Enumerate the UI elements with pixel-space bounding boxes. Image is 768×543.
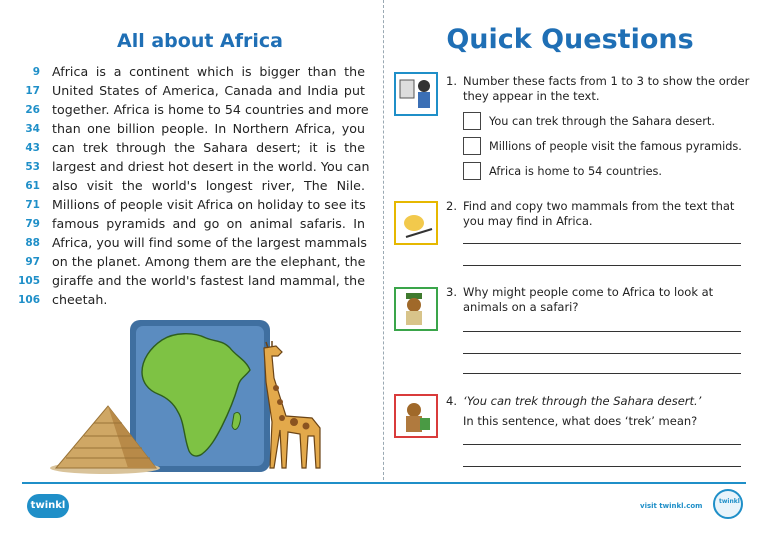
answer-line[interactable] — [463, 243, 741, 244]
explorer-thumbnail-icon — [394, 394, 438, 438]
passage-title: All about Africa — [117, 30, 283, 52]
question-text: In this sentence, what does ‘trek’ mean? — [463, 414, 698, 428]
line-text: on the planet. Among them are the elephant, the — [52, 254, 366, 269]
passage-line — [14, 62, 365, 81]
passage-line — [14, 195, 365, 214]
answer-line[interactable] — [463, 265, 741, 266]
passage-line — [14, 100, 369, 119]
question-number: 2. — [446, 199, 457, 213]
twinkl-logo[interactable]: twinkl — [27, 494, 69, 518]
passage-line — [14, 252, 365, 271]
answer-box[interactable] — [463, 112, 481, 130]
line-number: 61 — [25, 179, 40, 192]
passage-line — [14, 290, 365, 309]
line-text: cheetah. — [52, 292, 108, 307]
passage-line — [14, 81, 365, 100]
question-number: 3. — [446, 285, 457, 299]
line-text: Africa, you will find some of the largest mammals — [52, 235, 368, 250]
line-number: 97 — [25, 255, 40, 268]
answer-line[interactable] — [463, 466, 741, 467]
line-text: largest and driest hot desert in the world. You can — [52, 159, 370, 174]
option-row — [463, 162, 662, 180]
answer-line[interactable] — [463, 331, 741, 332]
line-number: 106 — [18, 293, 40, 306]
question-4 — [390, 392, 760, 472]
option-text: You can trek through the Sahara desert. — [489, 114, 715, 128]
line-number: 17 — [25, 84, 40, 97]
question-2 — [390, 197, 760, 272]
questions-title: Quick Questions — [446, 24, 694, 55]
quality-badge-icon: twinkl — [713, 489, 743, 519]
option-text: Millions of people visit the famous pyramids. — [489, 139, 742, 153]
passage-line — [14, 176, 365, 195]
explorer-thumbnail-icon — [394, 72, 438, 116]
question-3 — [390, 285, 760, 375]
passage — [14, 62, 370, 309]
passage-line — [14, 214, 365, 233]
question-text: Find and copy two mammals from the text that you may find in Africa. — [463, 199, 735, 228]
line-text: Millions of people visit Africa on holiday to see its — [52, 197, 366, 212]
line-number: 34 — [25, 122, 40, 135]
passage-line — [14, 271, 365, 290]
passage-line — [14, 233, 368, 252]
line-number: 9 — [32, 65, 40, 78]
answer-line[interactable] — [463, 444, 741, 445]
passage-line — [14, 119, 365, 138]
line-text: United States of America, Canada and India put — [52, 83, 365, 98]
option-row — [463, 137, 742, 155]
question-text: Why might people come to Africa to look at animals on a safari? — [463, 285, 714, 314]
explorer-thumbnail-icon — [394, 287, 438, 331]
answer-line[interactable] — [463, 373, 741, 374]
line-text: can trek through the Sahara desert; it is the — [52, 140, 365, 155]
giraffe-icon — [264, 341, 320, 468]
line-text: giraffe and the world's fastest land mammal, the — [52, 273, 365, 288]
footer-rule — [22, 482, 746, 484]
question-number: 1. — [446, 74, 457, 88]
line-number: 26 — [25, 103, 40, 116]
question-1 — [390, 72, 760, 192]
answer-line[interactable] — [463, 353, 741, 354]
explorer-thumbnail-icon — [394, 201, 438, 245]
visit-link[interactable]: visit twinkl.com — [640, 502, 703, 510]
line-text: famous pyramids and go on animal safaris. In — [52, 216, 365, 231]
line-text: together. Africa is home to 54 countries and more — [52, 102, 369, 117]
option-row — [463, 112, 715, 130]
line-text: than one billion people. In Northern Africa, you — [52, 121, 365, 136]
line-number: 79 — [25, 217, 40, 230]
question-quote: ‘You can trek through the Sahara desert.’ — [463, 394, 702, 408]
line-number: 105 — [18, 274, 40, 287]
option-text: Africa is home to 54 countries. — [489, 164, 663, 178]
line-text: also visit the world's longest river, The Nile. — [52, 178, 365, 193]
answer-box[interactable] — [463, 162, 481, 180]
question-number: 4. — [446, 394, 457, 408]
answer-box[interactable] — [463, 137, 481, 155]
passage-line — [14, 138, 365, 157]
line-number: 43 — [25, 141, 40, 154]
line-number: 71 — [25, 198, 40, 211]
page-divider — [383, 0, 384, 480]
africa-illustration — [50, 318, 340, 480]
line-text: Africa is a continent which is bigger than the — [52, 64, 365, 79]
line-number: 53 — [25, 160, 40, 173]
line-number: 88 — [25, 236, 40, 249]
question-text: Number these facts from 1 to 3 to show the order they appear in the text. — [463, 74, 750, 103]
passage-line — [14, 157, 370, 176]
